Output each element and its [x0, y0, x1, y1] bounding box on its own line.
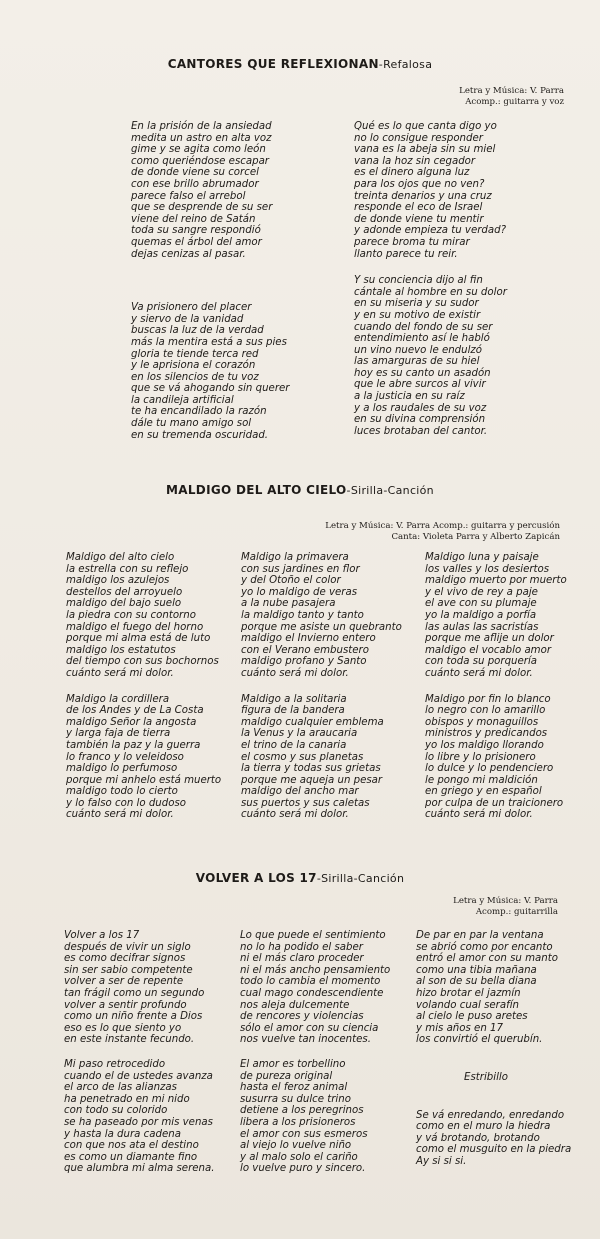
- lyric-line: maldigo del ancho mar: [241, 786, 359, 798]
- lyric-line: y hasta la dura cadena: [64, 1128, 181, 1140]
- lyric-line: eso es lo que siento yo: [64, 1022, 182, 1034]
- lyric-line: De par en par la ventana: [416, 930, 544, 941]
- lyric-line: de pureza original: [240, 1070, 333, 1082]
- lyric-line: se abrió como por encanto: [416, 941, 553, 953]
- stanza: [240, 1059, 390, 1175]
- lyric-line: vana es la abeja sin su miel: [354, 144, 496, 156]
- lyric-line: luces brotaban del cantor.: [354, 425, 488, 437]
- lyric-line: hasta el feroz animal: [240, 1082, 348, 1094]
- lyric-line: los valles y los desiertos: [425, 563, 550, 575]
- lyric-line: al son de su bella diana: [416, 976, 537, 988]
- lyric-line: maldigo profano y Santo: [241, 656, 367, 668]
- lyric-line: es el dinero alguna luz: [354, 167, 470, 179]
- lyric-line: sólo el amor con su ciencia: [240, 1022, 379, 1034]
- lyric-line: porque mi alma está de luto: [66, 633, 211, 645]
- lyric-line: porque me asiste un quebranto: [241, 621, 402, 633]
- lyric-line: dejas cenizas al pasar.: [131, 248, 246, 260]
- lyric-line: Se vá enredando, enredando: [416, 1109, 565, 1121]
- song-2-column-1: [66, 552, 221, 835]
- lyric-line: maldigo los estatutos: [66, 644, 176, 656]
- lyric-line: obispos y monaguillos: [425, 716, 539, 728]
- lyric-line: la piedra con su contorno: [66, 609, 196, 621]
- lyric-line: cántale al hombre en su dolor: [354, 286, 507, 298]
- lyric-line: las amarguras de su hiel: [354, 356, 480, 368]
- song-2-credits: [325, 521, 560, 543]
- lyric-line: como el musguito en la piedra: [416, 1144, 572, 1156]
- estribillo-heading: [416, 1072, 556, 1084]
- lyric-line: dále tu mano amigo sol: [131, 418, 252, 430]
- lyric-line: con que nos ata el destino: [64, 1140, 199, 1152]
- lyric-line: Qué es lo que canta digo yo: [354, 121, 497, 132]
- lyric-line: en su divina comprensión: [354, 414, 486, 426]
- lyric-line: ni el más ancho pensamiento: [240, 964, 391, 976]
- lyric-line: entendimiento así le habló: [354, 333, 490, 345]
- stanza: [354, 121, 507, 260]
- lyric-line: medita un astro en alta voz: [131, 132, 272, 144]
- lyric-line: con sus jardines en flor: [241, 563, 360, 575]
- lyric-line: como una tibia mañana: [416, 964, 537, 976]
- song-3-column-2: [240, 930, 390, 1189]
- lyric-line: como queriéndose escapar: [131, 155, 269, 167]
- lyric-line: en su miseria y su sudor: [354, 298, 479, 310]
- lyric-line: responde el eco de Israel: [354, 202, 483, 214]
- lyric-line: lo vuelve puro y sincero.: [240, 1163, 366, 1175]
- lyric-line: tan frágil como un segundo: [64, 987, 205, 999]
- lyric-line: y vá brotando, brotando: [416, 1132, 540, 1144]
- lyric-line: y mis años en 17: [416, 1022, 503, 1034]
- lyric-line: maldigo Señor la angosta: [66, 716, 197, 728]
- song-1-column-1: [131, 121, 289, 455]
- lyric-line: te ha encandilado la razón: [131, 406, 267, 418]
- lyric-line: maldigo el Invierno entero: [241, 633, 376, 645]
- lyric-line: cuando el de ustedes avanza: [64, 1070, 213, 1082]
- lyric-line: vana la hoz sin cegador: [354, 155, 476, 167]
- lyric-line: la estrella con su reflejo: [66, 563, 189, 575]
- lyric-line: al viejo lo vuelve niño: [240, 1140, 352, 1152]
- lyric-line: Maldigo la primavera: [241, 552, 349, 563]
- stanza: [425, 694, 567, 822]
- lyric-line: destellos del arroyuelo: [66, 586, 183, 598]
- lyric-line: cual mago condescendiente: [240, 987, 384, 999]
- lyric-line: que le abre surcos al vivir: [354, 379, 486, 391]
- lyric-line: Y su conciencia dijo al fin: [354, 275, 483, 287]
- lyric-line: como un niño frente a Dios: [64, 1011, 203, 1023]
- lyric-line: gloria te tiende terca red: [131, 348, 259, 360]
- lyric-line: todo lo cambia el momento: [240, 976, 381, 988]
- credits-line: Canta: Violeta Parra y Alberto Zapicán: [391, 532, 560, 542]
- song-1-credits: [459, 86, 564, 108]
- lyric-line: susurra su dulce trino: [240, 1093, 351, 1105]
- lyric-line: maldigo muerto por muerto: [425, 575, 567, 587]
- stanza: [241, 694, 402, 822]
- lyric-line: y adonde empieza tu verdad?: [354, 225, 506, 237]
- lyric-line: y larga faja de tierra: [66, 728, 171, 740]
- lyric-line: Va prisionero del placer: [131, 302, 252, 314]
- stanza: [131, 121, 289, 260]
- lyric-line: ni el más claro proceder: [240, 953, 364, 965]
- lyric-line: con todo su colorido: [64, 1105, 168, 1117]
- lyric-line: no lo consigue responder: [354, 132, 483, 144]
- lyric-line: maldigo lo perfumoso: [66, 763, 178, 775]
- lyric-line: como en el muro la hiedra: [416, 1121, 551, 1133]
- lyric-line: en este instante fecundo.: [64, 1034, 195, 1046]
- song-title-text: VOLVER A LOS 17: [195, 871, 317, 885]
- lyric-line: y del Otoño el color: [241, 575, 341, 587]
- lyric-line: y al malo solo el cariño: [240, 1151, 358, 1163]
- lyric-line: con ese brillo abrumador: [131, 178, 259, 190]
- lyric-line: treinta denarios y una cruz: [354, 190, 492, 202]
- song-3-column-3: [416, 930, 571, 1182]
- stanza: [240, 930, 390, 1046]
- lyric-line: lo franco y lo veleidoso: [66, 751, 184, 763]
- lyric-line: y le aprisiona el corazón: [131, 360, 256, 372]
- lyric-line: cuánto será mi dolor.: [425, 809, 533, 821]
- lyric-line: parece broma tu mirar: [354, 236, 470, 248]
- stanza: [416, 930, 571, 1046]
- stanza: [131, 302, 289, 441]
- lyric-line: la candileja artificial: [131, 394, 234, 406]
- lyric-line: Maldigo luna y paisaje: [425, 552, 539, 563]
- lyric-line: lo dulce y lo pendenciero: [425, 763, 554, 775]
- lyric-line: la Venus y la araucaria: [241, 728, 358, 740]
- credits-line: Acomp.: guitarrilla: [475, 907, 558, 917]
- lyric-line: volver a ser de repente: [64, 976, 184, 988]
- lyric-line: yo los maldigo llorando: [425, 739, 544, 751]
- lyric-line: cuánto será mi dolor.: [66, 809, 174, 821]
- song-genre-text: -Sirilla-Canción: [346, 484, 434, 497]
- lyric-line: el amor con sus esmeros: [240, 1128, 368, 1140]
- lyric-line: viene del reino de Satán: [131, 213, 256, 225]
- lyric-line: el arco de las alianzas: [64, 1082, 177, 1094]
- lyric-line: maldigo el vocablo amor: [425, 644, 552, 656]
- lyric-line: maldigo cualquier emblema: [241, 716, 384, 728]
- lyric-line: Maldigo a la solitaria: [241, 693, 347, 705]
- lyric-line: y el vivo de rey a paje: [425, 586, 538, 598]
- lyric-line: maldigo los azulejos: [66, 575, 170, 587]
- credits-line: Letra y Música: V. Parra: [453, 896, 558, 906]
- lyric-line: que alumbra mi alma serena.: [64, 1163, 215, 1175]
- credits-line: Acomp.: guitarra y voz: [465, 97, 564, 107]
- song-genre-text: -Refalosa: [378, 58, 433, 71]
- song-3-column-1: [64, 930, 214, 1189]
- lyric-line: ministros y predicandos: [425, 728, 548, 740]
- lyric-line: buscas la luz de la verdad: [131, 325, 264, 337]
- lyric-line: Maldigo por fin lo blanco: [425, 693, 551, 705]
- lyric-line: a la nube pasajera: [241, 598, 336, 610]
- lyric-line: detiene a los peregrinos: [240, 1105, 364, 1117]
- lyric-line: hizo brotar el jazmín: [416, 987, 521, 999]
- song-2-title: [0, 483, 600, 497]
- song-2-column-3: [425, 552, 567, 835]
- lyric-line: que se vá ahogando sin querer: [131, 383, 290, 395]
- lyric-line: también la paz y la guerra: [66, 739, 201, 751]
- lyric-line: lo negro con lo amarillo: [425, 705, 546, 717]
- lyric-line: porque mi anhelo está muerto: [66, 774, 222, 786]
- lyric-line: figura de la bandera: [241, 705, 345, 717]
- lyric-line: Estribillo: [464, 1071, 508, 1083]
- stanza: [66, 694, 221, 822]
- lyric-line: volver a sentir profundo: [64, 999, 187, 1011]
- lyric-line: Volver a los 17: [64, 930, 140, 941]
- lyric-line: y a los raudales de su voz: [354, 402, 487, 414]
- lyric-line: ha penetrado en mi nido: [64, 1093, 190, 1105]
- lyric-line: Ay si si si.: [416, 1155, 467, 1167]
- lyric-line: y en su motivo de existir: [354, 309, 481, 321]
- lyric-line: gime y se agita como león: [131, 144, 266, 156]
- stanza: [241, 552, 402, 680]
- stanza: [416, 1110, 571, 1168]
- lyric-line: con toda su porquería: [425, 656, 538, 668]
- song-title-text: CANTORES QUE REFLEXIONAN: [167, 57, 379, 71]
- lyric-line: de rencores y violencias: [240, 1011, 364, 1023]
- lyric-line: libera a los prisioneros: [240, 1116, 356, 1128]
- stanza: [66, 552, 221, 680]
- lyric-line: sus puertos y sus caletas: [241, 797, 370, 809]
- lyric-line: la maldigo tanto y tanto: [241, 609, 364, 621]
- lyric-line: quemas el árbol del amor: [131, 236, 262, 248]
- lyric-line: en los silencios de tu voz: [131, 371, 259, 383]
- lyric-line: es como decifrar signos: [64, 953, 186, 965]
- lyric-line: el cosmo y sus planetas: [241, 751, 364, 763]
- lyric-line: maldigo del bajo suelo: [66, 598, 182, 610]
- lyric-line: el ave con su plumaje: [425, 598, 537, 610]
- lyric-line: cuánto será mi dolor.: [241, 667, 349, 679]
- lyric-line: yo la maldigo a porfía: [425, 609, 537, 621]
- lyric-line: por culpa de un traicionero: [425, 797, 564, 809]
- lyric-line: al cielo le puso aretes: [416, 1011, 528, 1023]
- lyric-line: después de vivir un siglo: [64, 941, 191, 953]
- lyric-line: de donde viene su corcel: [131, 167, 259, 179]
- credits-line: Letra y Música: V. Parra: [459, 86, 564, 96]
- lyric-line: cuánto será mi dolor.: [241, 809, 349, 821]
- lyric-line: en griego y en español: [425, 786, 542, 798]
- song-genre-text: -Sirilla-Canción: [316, 872, 405, 885]
- lyric-line: de donde viene tu mentir: [354, 213, 484, 225]
- lyric-line: porque me aflije un dolor: [425, 633, 554, 645]
- song-3-credits: [453, 896, 558, 918]
- lyric-line: nos vuelve tan inocentes.: [240, 1034, 371, 1046]
- song-2-column-2: [241, 552, 402, 835]
- lyric-line: le pongo mi maldición: [425, 774, 538, 786]
- lyric-line: y siervo de la vanidad: [131, 313, 244, 325]
- lyric-line: en su tremenda oscuridad.: [131, 429, 269, 441]
- stanza: [64, 1059, 214, 1175]
- lyric-line: sin ser sabio competente: [64, 964, 193, 976]
- lyric-line: del tiempo con sus bochornos: [66, 656, 219, 668]
- lyric-line: Maldigo del alto cielo: [66, 552, 175, 563]
- lyric-line: llanto parece tu reir.: [354, 248, 458, 260]
- lyric-line: Mi paso retrocedido: [64, 1058, 166, 1070]
- stanza: [354, 275, 507, 437]
- lyric-line: lo libre y lo prisionero: [425, 751, 536, 763]
- lyric-line: cuando del fondo de su ser: [354, 321, 493, 333]
- lyric-line: con el Verano embustero: [241, 644, 369, 656]
- stanza: [64, 930, 214, 1046]
- lyric-line: el trino de la canaria: [241, 739, 347, 751]
- lyric-line: los convirtió el querubín.: [416, 1034, 543, 1046]
- lyric-line: de los Andes y de La Costa: [66, 705, 204, 717]
- lyric-line: las aulas las sacristías: [425, 621, 539, 633]
- lyric-line: a la justicia en su raíz: [354, 391, 465, 403]
- lyric-line: hoy es su canto un asadón: [354, 367, 491, 379]
- lyric-line: es como un diamante fino: [64, 1151, 198, 1163]
- lyric-line: cuánto será mi dolor.: [425, 667, 533, 679]
- lyric-line: maldigo el fuego del horno: [66, 621, 204, 633]
- lyric-line: para los ojos que no ven?: [354, 178, 485, 190]
- song-title-text: MALDIGO DEL ALTO CIELO: [166, 483, 347, 497]
- lyric-line: yo lo maldigo de veras: [241, 586, 358, 598]
- lyric-line: toda su sangre respondió: [131, 225, 261, 237]
- lyric-line: se ha paseado por mis venas: [64, 1116, 213, 1128]
- lyric-line: y lo falso con lo dudoso: [66, 797, 187, 809]
- lyric-line: más la mentira está a sus pies: [131, 336, 287, 348]
- lyric-line: En la prisión de la ansiedad: [131, 121, 272, 132]
- lyric-line: que se desprende de su ser: [131, 202, 273, 214]
- lyric-line: Maldigo la cordillera: [66, 693, 170, 705]
- lyric-line: no lo ha podido el saber: [240, 941, 363, 953]
- lyric-line: nos aleja dulcemente: [240, 999, 350, 1011]
- lyric-line: parece falso el arrebol: [131, 190, 246, 202]
- lyric-line: un vino nuevo le endulzó: [354, 344, 483, 356]
- song-1-title: [0, 57, 600, 71]
- stanza: [425, 552, 567, 680]
- lyric-line: maldigo todo lo cierto: [66, 786, 178, 798]
- lyric-line: entró el amor con su manto: [416, 953, 558, 965]
- lyric-line: volando cual serafín: [416, 999, 519, 1011]
- lyric-line: Lo que puede el sentimiento: [240, 930, 386, 941]
- lyric-line: cuánto será mi dolor.: [66, 667, 174, 679]
- lyric-line: porque me aqueja un pesar: [241, 774, 383, 786]
- lyric-line: El amor es torbellino: [240, 1058, 346, 1070]
- song-3-title: [0, 871, 600, 885]
- lyric-line: la tierra y todas sus grietas: [241, 763, 381, 775]
- song-1-column-2: [354, 121, 507, 451]
- credits-line: Letra y Música: V. Parra Acomp.: guitarra y percusión: [325, 521, 560, 531]
